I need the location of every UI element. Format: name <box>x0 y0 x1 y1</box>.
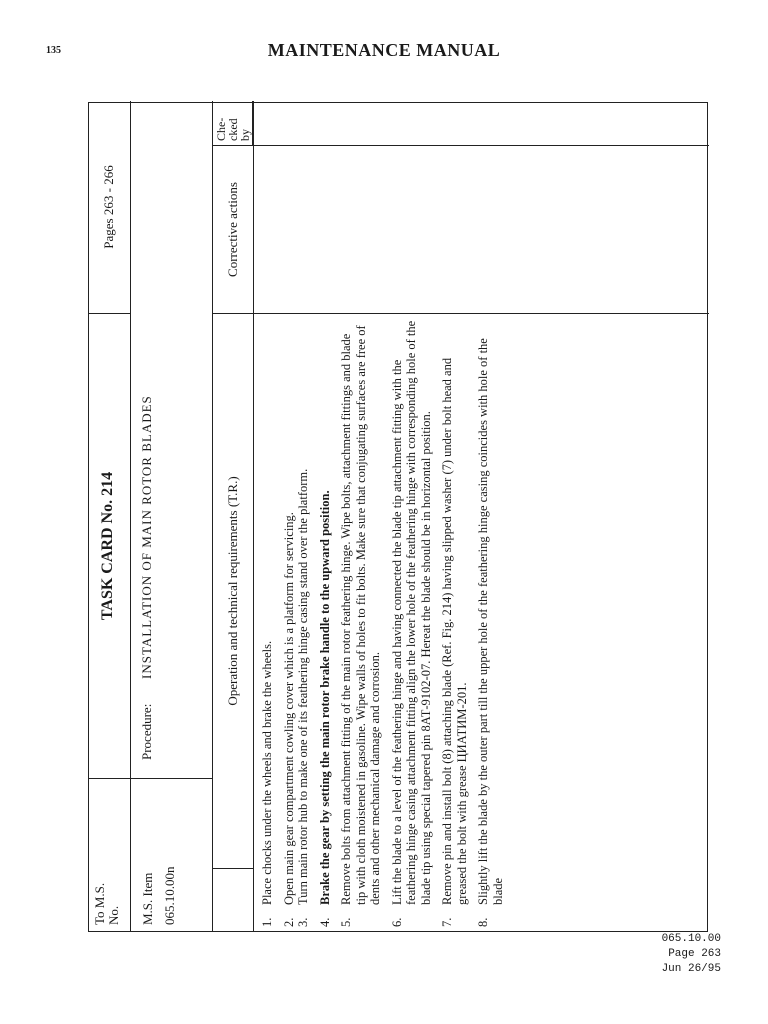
ms-item-value: 065.10.00n <box>162 866 177 925</box>
corrective-column-header: Corrective actions <box>213 146 253 314</box>
step-3 <box>296 320 311 927</box>
column-header-row <box>213 101 253 931</box>
footer-page: Page 263 <box>668 948 721 960</box>
checked-column-header <box>213 101 253 146</box>
to-ms-label: To M.S. <box>92 882 107 925</box>
step-number: 4. <box>317 917 332 927</box>
step-text: Remove pin and install bolt (8) attaching blade (Ref. Fig. 214) having slipped washer (7) under bolt head and greased the bolt with grease ЦИАТИМ-201. <box>440 357 469 905</box>
step-number-header <box>213 869 253 931</box>
step-7 <box>440 320 469 927</box>
step-number: 2. <box>281 917 296 927</box>
task-card-wrapper <box>88 102 708 932</box>
step-6 <box>390 320 434 927</box>
pages-range: Pages 263 - 266 <box>89 101 130 314</box>
page-footer <box>662 932 721 977</box>
checked-label-1: Che- <box>214 117 228 141</box>
checked-label-2: cked <box>226 118 240 141</box>
to-ms-no: No. <box>106 905 121 925</box>
footer-date: Jun 26/95 <box>661 963 721 975</box>
step-number: 5. <box>339 917 353 927</box>
step-1 <box>260 320 275 927</box>
step-text: Place chocks under the wheels and brake the wheels. <box>260 640 274 905</box>
step-text: Brake the gear by setting the main rotor brake handle to the upward position. <box>317 490 332 905</box>
task-card <box>88 102 708 932</box>
checked-label-3: by <box>238 129 252 141</box>
page-number: 135 <box>46 45 61 56</box>
step-2 <box>282 320 297 927</box>
card-header-row <box>89 101 131 931</box>
ms-item-cell <box>131 779 212 931</box>
step-number: 1. <box>260 917 274 927</box>
to-ms-cell <box>89 779 130 931</box>
footer-code: 065.10.00 <box>661 933 721 945</box>
step-text: Turn main rotor hub to make one of its feathering hinge casing stand over the platform. <box>296 468 310 905</box>
operations-list <box>254 314 709 931</box>
card-body-row <box>253 101 709 931</box>
ms-item-label: M.S. Item <box>140 872 155 925</box>
procedure-value: INSTALLATION OF MAIN ROTOR BLADES <box>139 395 154 679</box>
checked-by-column <box>254 101 709 146</box>
procedure-label: Procedure: <box>131 679 212 779</box>
step-text: Open main gear compartment cowling cover which is a platform for servicing. <box>281 512 296 905</box>
step-number: 6. <box>389 917 404 927</box>
manual-title: MAINTENANCE MANUAL <box>267 40 501 60</box>
operation-column-header: Operation and technical requirements (T.R.) <box>213 314 253 869</box>
step-text: Remove bolts from attachment fitting of the main rotor feathering hinge. Wipe bolts, attachment fittings and blade tip with cloth moistened in gasoline. Wipe walls of holes to fit bolts. Make sure that conjugating surfaces are free of dents and other mechanical damage and corrosion. <box>339 325 382 905</box>
corrective-actions-column <box>254 146 709 314</box>
task-card-title: TASK CARD No. 214 <box>89 314 130 779</box>
step-text: Slightly lift the blade by the outer part till the upper hole of the feathering hinge casing coincides with hole of the blade <box>476 338 505 905</box>
step-number: 8. <box>476 917 490 927</box>
step-text: Lift the blade to a level of the feathering hinge and having connected the blade tip attachment fitting with the feathering hinge casing attachment fitting align the lower hole of the feathering hinge with corresponding hole of the blade tip using special tapered pin 8АТ-9102-07. Hereat the blade should be in horizontal position. <box>389 320 433 905</box>
step-number: 7. <box>440 917 454 927</box>
step-number: 3. <box>296 917 310 927</box>
card-procedure-row <box>131 101 213 931</box>
step-5 <box>339 320 383 927</box>
step-4 <box>318 320 333 927</box>
step-8 <box>476 320 505 927</box>
